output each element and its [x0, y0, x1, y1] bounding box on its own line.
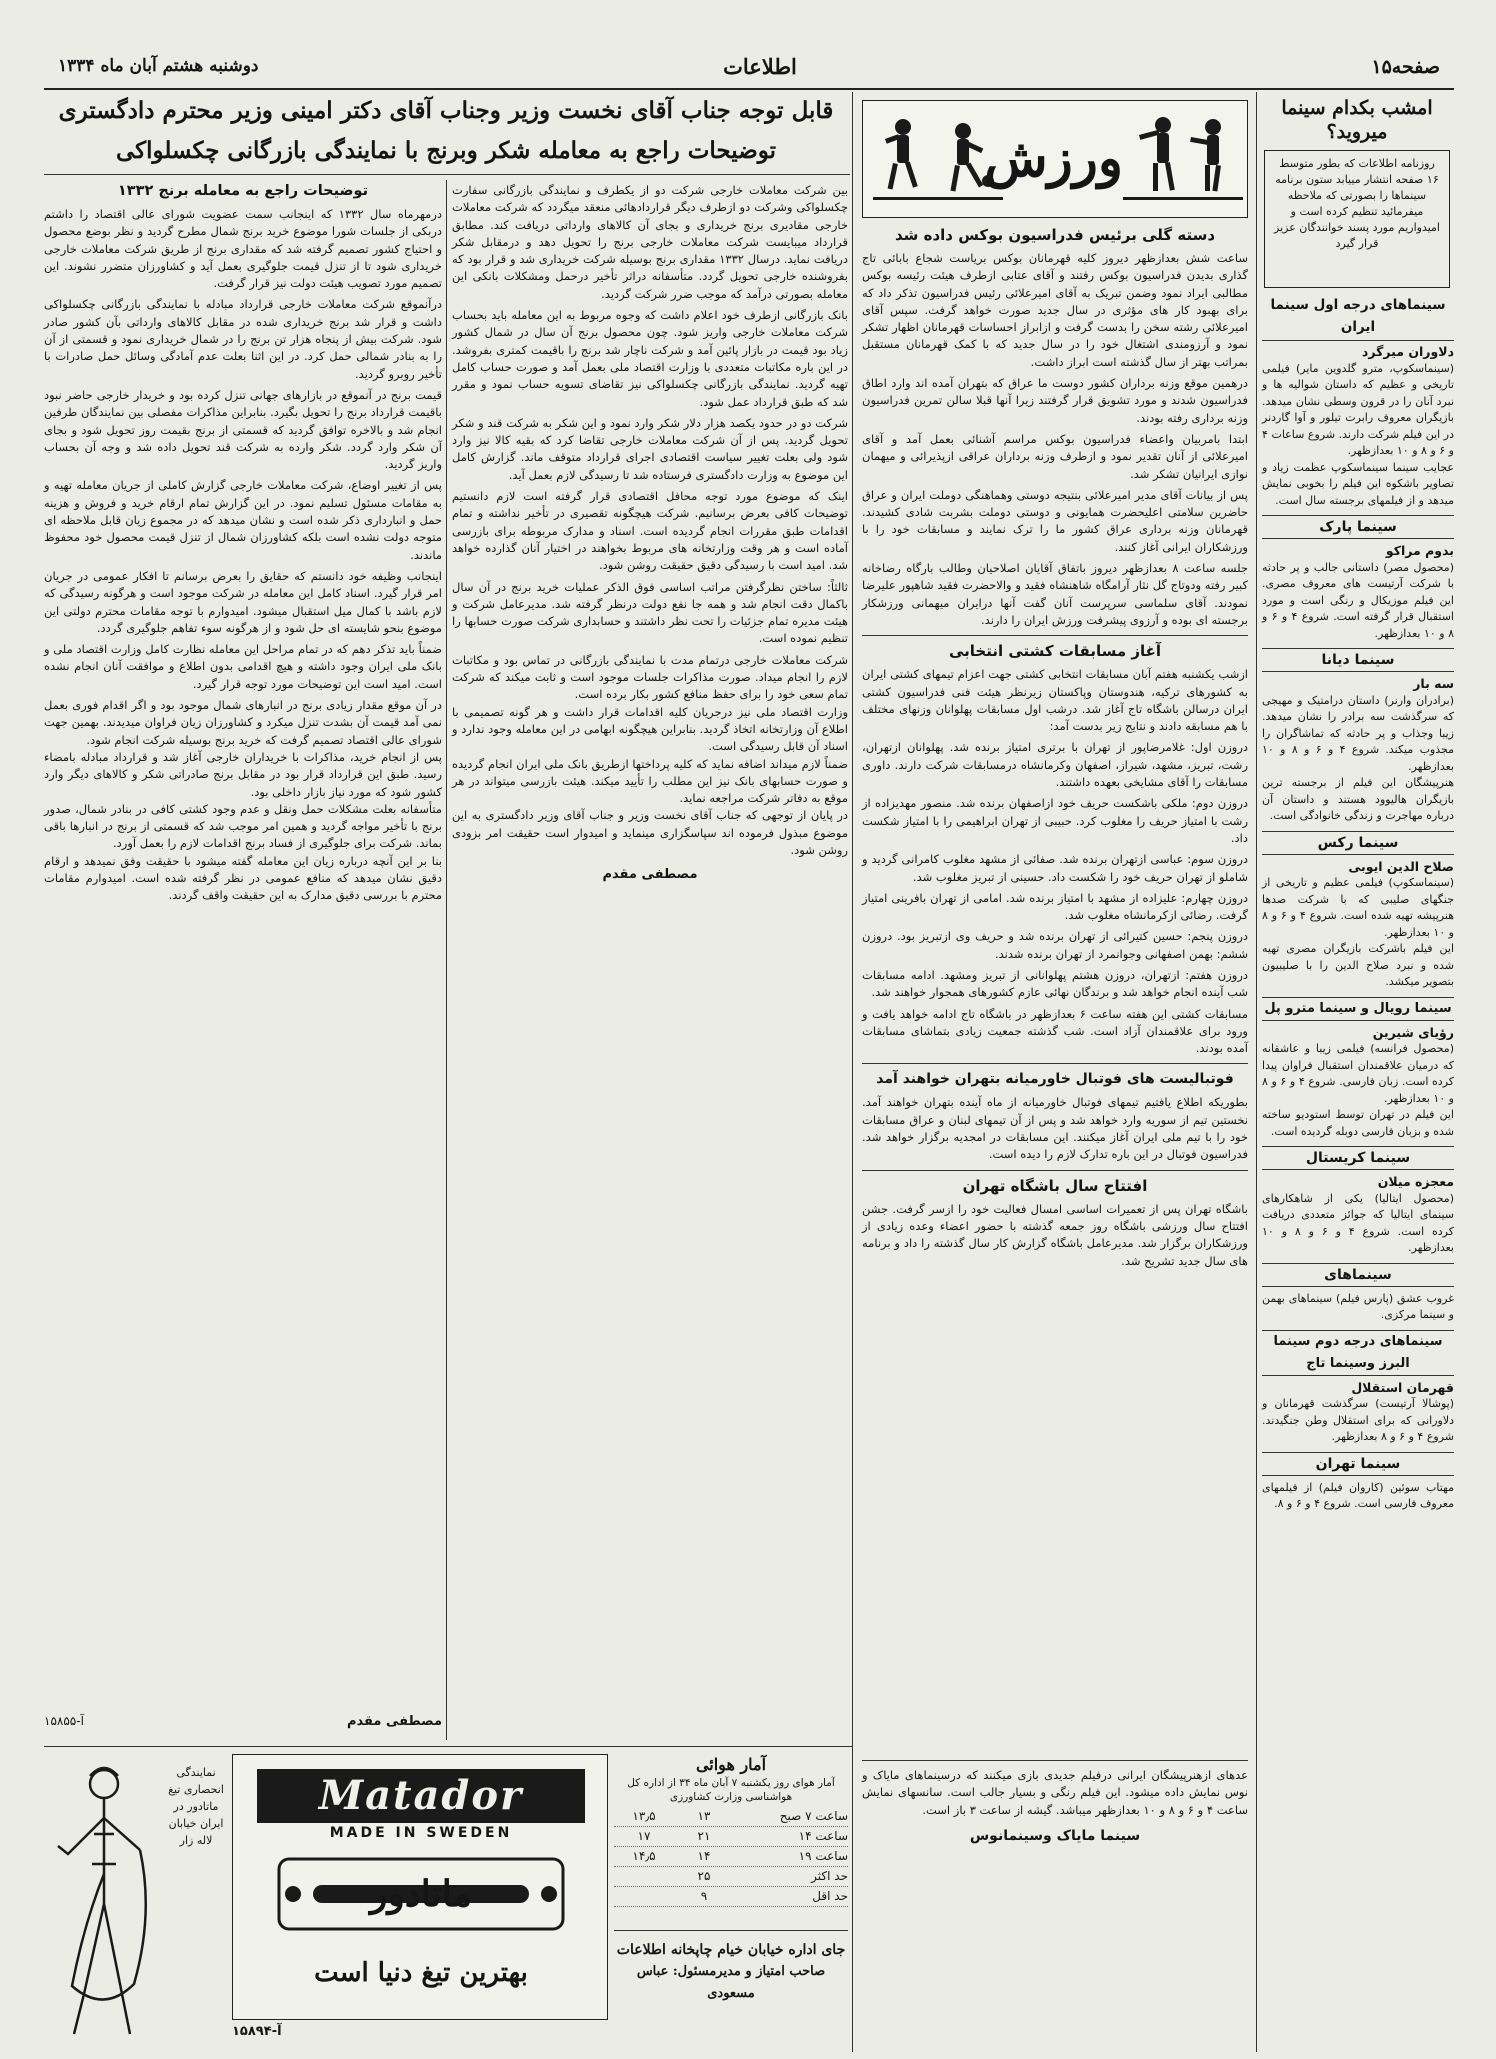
ad-code: آ-۱۵۸۵۵ — [44, 1714, 84, 1728]
weather-label: ساعت ۱۴ — [798, 1829, 848, 1843]
article-text: پس از انجام خرید، مذاکرات با خریداران خارجی آغاز شد و قرارداد مبادله بامضاء رسید. طبق این قرارداد قرار بود در مقابل برنج صادراتی شکر و کالاهای دیگر وارد کشور شود که مورد نیاز بازار داخلی بود. — [44, 749, 442, 799]
article-headline: سینما مایاک وسینمانوس — [969, 1827, 1141, 1844]
weather-label: حد اقل — [812, 1889, 848, 1903]
article-headline: دسته گلی برئیس فدراسیون بوکس داده شد — [894, 226, 1216, 244]
weather-value: ۹ — [700, 1889, 708, 1903]
film-description: این فیلم در تهران توسط استودیو ساخته شده و بزبان فارسی دوبله گردیده است. — [1262, 1108, 1454, 1138]
article-text: در پایان از توجهی که جناب آقای نخست وزیر و جناب آقای وزیر دادگستری به این موضوع مبذول فرموده اند سپاسگزاری مینماید و امیدوار است حقیقت امر بزودی روشن شود. — [452, 808, 848, 857]
sports-banner — [862, 100, 1248, 218]
weather-value: ۱۴ — [697, 1849, 711, 1863]
article-text: دروزن سوم: عباسی ازتهران برنده شد. صفائی از مشهد مغلوب کامرانی گردید و شاملو از تهران حریف خود را شکست داد. حسینی از تبریز مغلوب شد. — [862, 852, 1248, 884]
film-description: (محصول فرانسه) فیلمی زیبا و عاشقانه که درمیان علاقمندان استقبال فراوان پیدا کرده است. زبان فارسی. شروع ۴ و ۶ و ۸ و ۱۰ بعدازظهر. — [1262, 1042, 1455, 1105]
weather-row — [614, 1847, 848, 1867]
weather-subtitle: آمار هوای روز یکشنبه ۷ آبان ماه ۳۴ از اداره کل هواشناسی وزارت کشاورزی — [627, 1777, 835, 1803]
side-ad-text: نمایندگی انحصاری تیغ ماتادور در ایران خیابان لاله زار — [168, 1766, 224, 1847]
article-text: جلسه ساعت ۸ بعدازظهر دیروز باتفاق آقایان اصلاحیان وطالب بارگاه رضاخانه کبیر رفته ودوتاج گل نثار آرامگاه شاهنشاه فقید و والاحضرت فقید شاهپور علیرضا نمودند. آقای سلماسی سرپرست آنان گفت آنها درایران میهمانی ورزشکار برجسته ای بوده و آرزوی پیشرفت ورزش ایران را دارند. — [862, 561, 1248, 627]
article-text: متأسفانه بعلت مشکلات حمل ونقل و عدم وجود کشتی کافی در بنادر شمال، صدور برنج با تأخیر مواجه گردید و همین امر موجب شد که قسمتی از برنج در انبارها باقی بماند. شرکت برای جلوگیری از فساد برنج اقدامات لازم را بعمل آورد. — [44, 801, 442, 851]
article-text: بنا بر این آنچه درباره زیان این معامله گفته میشود با حقیقت وفق نمیدهد و ارقام دقیق نشان میدهد که منافع عمومی در نظر گرفته شده است. امیدوارم مقامات محترم با بررسی دقیق مدارک به این حقیقت واقف گردند. — [44, 853, 442, 903]
article-text: پس از بیانات آقای مدیر امیرعلائی بنتیجه دوستی وهماهنگی دوملت ایران و عراق حاضرین سلامتی اعلیحضرت همایونی و دوستی دوملت بشربت شادی کشیدند. قهرمانان وزنه برداری عراق کشور ما را ترک نمایند و مسابقات خود را با ورزشکاران ایرانی آغاز کنند. — [862, 487, 1248, 554]
cinema-section-heading: سینما پارک — [1262, 515, 1454, 539]
signature: مصطفی مقدم — [347, 1714, 442, 1729]
cinema-section-heading: سینما رویال و سینما مترو پل — [1262, 997, 1454, 1021]
article-text: درمهرماه سال ۱۳۳۲ که اینجانب سمت عضویت شورای عالی اقتصاد را داشتم دربکی از جلسات شورا موضوع خرید برنج شمال مطرح گردید و نظر بوضع محصول و احتیاج کشور تصمیم گرفته شد که مقداری برنج از طریق شرکت معاملات خارجی خریداری شود تا از تنزل قیمت جلوگیری بعمل آید و کشاورزان متضرر نشوند. این تصمیم مورد تصویب هیئت دولت نیز قرار گرفت. — [44, 207, 442, 291]
film-description: (سینماسکوپ، مترو گلدوین مایر) فیلمی تاریخی و عظیم که داستان شوالیه ها و نبرد آنان را در قرون وسطی نشان میدهد. بازیگران معروف رابرت تیلور و آوا گاردنر در این فیلم شرکت دارند. شروع ساعات ۴ و ۶ و ۸ و ۱۰ بعدازظهر. — [1262, 361, 1454, 457]
article-text: مسابقات کشتی این هفته ساعت ۶ بعدازظهر در باشگاه تاج ادامه خواهد یافت و ورود برای علاقمندان آزاد است. شب گذشته جمعیت زیادی بتماشای مسابقات آمده بودند. — [862, 1006, 1248, 1056]
film-description: (پوشالا آرتیست) سرگذشت قهرمانان و دلاورانی که برای استقلال وطن جنگیدند. شروع ۴ و ۶ و ۸ بعدازظهر. — [1262, 1397, 1454, 1443]
weather-box — [614, 1754, 848, 1930]
article-text: وزارت اقتصاد ملی نیز درجریان کلیه اقدامات قرار داشت و هر گونه تصمیمی با اطلاع آن وزارتخانه اتخاذ گردید. بنابراین هیچگونه ابهامی در این معامله وجود ندارد و اسناد آن قابل رسیدگی است. — [452, 704, 848, 754]
weather-row — [614, 1807, 848, 1827]
matador-figure-ad — [44, 1754, 226, 2048]
article-text: بطوریکه اطلاع یافتیم تیمهای فوتبال خاورمیانه از ماه آینده بتهران خواهند آمد. نخستین تیم از سوریه وارد خواهد شد و پس از آن تیمهای لبنان و عراق مسابقات خود را با تیم ملی ایران آغاز میکنند. این مسابقات در امجدیه برگزار خواهد شد. فدراسیون فوتبال در این باره تدارک لازم را دیده است. — [862, 1095, 1248, 1162]
article-text: شرکت معاملات خارجی درتمام مدت با نمایندگی بازرگانی در تماس بود و مکاتبات لازم را انجام میداد. صورت مذاکرات جلسات موجود است و ثابت میکند که شرکت تمام سعی خود را برای حفظ منافع کشور بکار برده است. — [452, 652, 848, 702]
article-headline: افتتاح سال باشگاه تهران — [962, 1176, 1148, 1195]
matador-logo: Matador — [257, 1769, 585, 1823]
weather-label: حد اکثر — [811, 1869, 848, 1883]
weather-title: آمار هوائی — [695, 1755, 767, 1774]
article-text: اینک که موضوع مورد توجه محافل اقتصادی قرار گرفته است لازم دانستیم توضیحات کافی بعرض برسانیم. شرکت هیچگونه تقصیری در تأخیر نداشته و تمام اقدامات طبق مقررات انجام گردیده است. اسناد و مدارک مربوطه برای بازرسی آماده است و هر وقت وزارتخانه های مربوط بخواهند در اختیار آنان گذارده خواهد شد. امید است با رسیدگی دقیق حقیقت روشن شود. — [452, 489, 848, 573]
paper-name: اطلاعات — [723, 54, 797, 79]
signature: مصطفی مقدم — [602, 867, 698, 883]
film-title: قهرمان استقلال — [1351, 1379, 1454, 1395]
page-number: صفحه۱۵ — [1371, 56, 1440, 78]
article-subheadline: توضیحات راجع به معامله برنج ۱۳۳۲ — [117, 183, 369, 199]
film-title: بدوم مراکو — [1385, 543, 1454, 558]
sidebar-info-box: روزنامه اطلاعات که بطور متوسط ۱۶ صفحه انتشار مییابد ستون برنامه سینماها را بصورتی که ملاحظه میفرمائید تنظیم کرده است و امیدواریم مورد پسند خوانندگان عزیز قرار گیرد — [1264, 150, 1450, 288]
article-text: باشگاه تهران پس از تعمیرات اساسی امسال فعالیت خود را ازسر گرفت. جشن افتتاح سال ورزشی باشگاه روز جمعه گذشته با حضور اعضاء وعده زیادی از ورزشکاران برگزار شد. مدیرعامل باشگاه گزارش کار سال گذشته را داد و برنامه های سال جدید تشریح شد. — [862, 1201, 1248, 1268]
cinema-section-heading: سینماهای — [1262, 1263, 1454, 1287]
article-text: عدهای ازهنرپیشگان ایرانی درفیلم جدیدی بازی میکنند که درسینماهای مایاک و نوس نمایش داده میشود. این فیلم رنگی و بسیار جالب است. سانسهای نمایش ساعت ۴ و ۶ و ۸ و ۱۰ بعدازظهر میباشد. گیشه از ساعت ۳ باز است. — [862, 1768, 1248, 1817]
film-title: سه بار — [1413, 676, 1454, 691]
article-text: شرکت دو در حدود یکصد هزار دلار شکر وارد نمود و این شکر به شرکت قند و شکر تحویل گردید. پس از آن شرکت معاملات خارجی تقاضا کرد که بقیه کالا نیز وارد شود ولی بعلت تغییر سیاست اقتصادی اجرای قرارداد متوقف ماند. گزارش کامل این موضوع به وزارت دادگستری فرستاده شد تا رسیدگی لازم بعمل آید. — [452, 415, 848, 482]
film-description: این فیلم باشرکت بازیگران مصری تهیه شده و نبرد صلاح الدین را با صلیبیون بتصویر میکشد. — [1262, 942, 1454, 988]
main-headline: قابل توجه جناب آقای نخست وزیر وجناب آقای دکتر امینی وزیر محترم دادگستری — [58, 97, 834, 124]
film-title: رؤیای شیرین — [1372, 1024, 1454, 1040]
sports-logo: ورزش — [984, 128, 1123, 189]
weather-row — [614, 1887, 848, 1907]
article-text: دروزن اول: غلامرضاپور از تهران با برتری امتیاز برنده شد. پهلوانان ازتهران، رشت، تبریز، مشهد، شیراز، اصفهان وکرمانشاه درمسابقات شرکت دارند. داوری مسابقات را آقای مشایخی بعهده داشتند. — [862, 740, 1248, 790]
main-headline-2: توضیحات راجع به معامله شکر وبرنج با نمایندگی بازرگانی چکسلواکی — [115, 137, 777, 164]
article-text: بانک بازرگانی ازطرف خود اعلام داشت که وجوه مربوط به این معامله باید بحساب شرکت معاملات خارجی واریز شود. چون محصول برنج آن سال در شمال کشور زیاد بود قیمت در بازار پائین آمد و شرکت ناچار شد برنج را باقیمت کمتری بفروشد. در این باره مکاتبات متعددی با وزارت اقتصاد ملی بعمل آمد و صورت حساب کامل تهیه گردید. نمایندگی بازرگانی چکسلواکی نیز تقاضای تسویه حساب نمود و مقرر شد که طبق قرارداد عمل شود. — [452, 308, 848, 409]
matador-origin: MADE IN SWEDEN — [329, 1825, 513, 1841]
article-text: دروزن چهارم: علیزاده از مشهد با امتیاز برنده شد. امامی از تهران بافرینی امتیاز گرفت. رضائی ازکرمانشاه مغلوب شد. — [862, 890, 1248, 923]
divider — [862, 1170, 1248, 1171]
sidebar-listings — [1262, 294, 1454, 2050]
divider — [862, 635, 1248, 636]
film-description: هنرپیشگان این فیلم از برجسته ترین بازیگران هالیوود هستند و داستان آن درباره مهاجرت و زندگی خانوادگی است. — [1262, 776, 1454, 822]
film-description: عجایب سینما سینماسکوپ عظمت زیاد و تصاویر باشکوه این فیلم را بخوبی نمایش میدهد و از فیلمهای برجسته سال است. — [1262, 460, 1454, 507]
cinema-section-heading: سینما کریستال — [1262, 1146, 1454, 1170]
article-text: بین شرکت معاملات خارجی شرکت دو از یکطرف و نمایندگی بازرگانی سفارت چکسلواکی وشرکت دو ازطرف دیگر قراردادهائی منعقد میگردد که شرکت معاملات خارجی مقادیری برنج خریداری و بجای آن کالاهای وارداتی دریافت کند. مطابق قرارداد میبایست شرکت معاملات خارجی برنج را تحویل دهد و درمقابل شکر دریافت نماید. درسال ۱۳۳۲ مقداری برنج بوسیله شرکت خریداری شد و قرار بود که بفروشنده خارجی تحویل گردد. متأسفانه دراثر تأخیر درحمل ومشکلات بانکی این معامله بصورتی درآمد که موجب ضرر شرکت گردید. — [452, 183, 848, 301]
article-text: ابتدا بامربیان واعضاء فدراسیون بوکس مراسم آشنائی بعمل آمد و آقای امیرعلائی از آنان تقدیر نمود و ازطرف وزنه برداران عراقی ازپذیرائی و میهمان نوازی ایرانیان تشکر شد. — [862, 431, 1248, 481]
cinema-section-heading: سینما رکس — [1262, 831, 1454, 855]
article-headline: فوتبالیست های فوتبال خاورمیانه بتهران خواهند آمد — [876, 1071, 1234, 1088]
cinema-section-heading: سینماهای درجه اول سینما ایران — [1262, 294, 1454, 341]
article-text: در آن موقع مقدار زیادی برنج در انبارهای شمال موجود بود و اگر اقدام فوری بعمل نمی آمد قیمت آن بشدت تنزل میکرد و کشاورزان زیان فراوان میدیدند. بهمین جهت شورای عالی اقتصاد تصمیم گرفت که خرید برنج بوسیله شرکت انجام شود. — [44, 698, 442, 747]
weather-value: ۲۱ — [697, 1829, 711, 1843]
film-title: دلاوران میرگرد — [1361, 344, 1454, 359]
article-text: درآنموقع شرکت معاملات خارجی قرارداد مبادله با نمایندگی بازرگانی چکسلواکی داشت و قرار شد برنج خریداری شده در مقابل کالاهای وارداتی بآن کشور صادر شود. شرکت بیش از پنجاه هزار تن برنج را در شمال خریداری نمود و قسمتی از آن را به بنادر شمالی حمل کرد. در این اثنا بعلت عدم آمادگی وسائل حمل صادرات با تأخیر روبرو گردید. — [44, 297, 442, 381]
weather-table — [614, 1807, 848, 1907]
cinema-section-heading: سینما تهران — [1262, 1452, 1454, 1476]
film-title: صلاح الدین ایوبی — [1348, 858, 1454, 874]
weather-value: ۱۳ — [697, 1809, 711, 1823]
weather-value: ۲۵ — [697, 1869, 711, 1883]
matador-slogan: بهترین تیغ دنیا است — [314, 1958, 528, 1988]
film-description: غروب عشق (پارس فیلم) سینماهای بهمن و سینما مرکزی. — [1262, 1291, 1454, 1321]
weather-label: ساعت ۷ صبح — [779, 1809, 848, 1823]
ad-code: آ-۱۵۸۹۴ — [232, 2024, 282, 2039]
weather-row — [614, 1827, 848, 1847]
article-text: دروزن پنجم: حسین کتیرائی از تهران برنده شد و حریف وی ازتبریز بود. دروزن ششم: بهمن اصفهانی وجوانمرد از تهران برنده شدند. — [862, 929, 1248, 961]
article-text: قیمت برنج در آنموقع در بازارهای جهانی تنزل کرده بود و خریدار خارجی حاضر نبود باقیمت قرارداد برنج را تحویل بگیرد. بنابراین مذاکرات مفصلی بین نمایندگان طرفین انجام شد و بالاخره توافق گردید که قسمتی از برنج بقیمت روز تحویل شود و بجای آن شکر وارد گردد. شکر وارده به شرکت قند تحویل داده شد و وجه آن بحساب واریز گردید. — [44, 387, 442, 472]
film-description: (برادران وارنر) داستان درامتیک و مهیجی که سرگذشت سه برادر را نشان میدهد. زیبا وجذاب و پر حادثه که تماشاگران را مجذوب میکند. شروع ۴ و ۶ و ۸ و ۱۰ بعدازظهر. — [1262, 693, 1455, 773]
article-text: ازشب یکشنبه هفتم آبان مسابقات انتخابی کشتی جهت اعزام تیمهای کشتی ایران به کشورهای ترکیه، هندوستان وپاکستان زیرنظر هیئت فنی فدراسیون کشتی ایران درسالن باشگاه تاج آغاز شد. درشب اول مسابقات پهلوانان وزنهای مختلف با هم مسابقه دادند و نتایج زیر بدست آمد: — [862, 667, 1248, 734]
publisher: صاحب امتیاز و مدیرمسئول: عباس مسعودی — [636, 1964, 826, 2001]
cinema-section-heading: سینما دیانا — [1262, 648, 1454, 672]
article-text: ضمناً باید تذکر دهم که در تمام مراحل این معامله نظارت کامل وزارت اقتصاد ملی و بانک ملی ایران وجود داشته و هیچ اقدامی بدون اطلاع و موافقت آنان انجام نشده است. امید است این توضیحات مورد توجه قرار گیرد. — [44, 642, 442, 691]
film-description: (محصول مصر) داستانی جالب و پر حادثه با شرکت آرتیست های معروف مصری. این فیلم موزیکال و رنگی است و مورد استقبال قرار گرفته است. شروع ۴ و ۶ و ۸ و ۱۰ بعدازظهر. — [1262, 560, 1454, 640]
section-rule — [44, 1746, 852, 1747]
article-text: دروزن هفتم: ازتهران، دروزن هشتم پهلوانانی از تبریز ومشهد. ادامه مسابقات شب آینده انجام خواهد شد و برندگان نهائی عازم کشورهای همجوار خواهند شد. — [862, 967, 1248, 1000]
weather-value: ۱۷ — [637, 1829, 651, 1843]
article-column-right — [452, 182, 848, 1742]
weather-value: ۱۴٫۵ — [632, 1849, 656, 1863]
print-info — [614, 1930, 848, 2048]
article-text: ضمناً لازم میداند اضافه نماید که کلیه پرداختها ازطریق بانک ملی ایران انجام گردیده و صورت حسابهای بانک نیز این مطلب را تأیید میکند. هیئت بازرسی میتواند در هر موقع به دفاتر شرکت مراجعه نماید. — [452, 756, 848, 806]
film-description: مهتاب سوئین (کاروان فیلم) از فیلمهای معروف فارسی است. شروع ۴ و ۶ و ۸. — [1262, 1480, 1454, 1510]
divider — [862, 1063, 1248, 1064]
film-description: (محصول ایتالیا) یکی از شاهکارهای سینمای ایتالیا که جوائز متعددی دریافت کرده است. شروع ۴ و ۶ و ۸ و ۱۰ بعدازظهر. — [1262, 1191, 1454, 1254]
weather-row — [614, 1867, 848, 1887]
print-address: جای اداره خیابان خیام چاپخانه اطلاعات — [616, 1942, 846, 1958]
article-text: ساعت شش بعدازظهر دیروز کلیه قهرمانان بوکس بریاست شجاع بابائی تاج گذاری بدیدن فدراسیون بوکس رفتند و آقای عتابی ازطرف هیئت رئیسه بوکس مطالبی ایراد نمود وضمن تبریک به آقای امیرعلائی رئیس فدراسیون تذکر داد که برای بهبود کار های مؤثری در سال جدید صورت خواهد گرفت. سپس آقای امیرعلائی رشته سخن را بدست گرفت و ازابراز احساسات قهرمانان اظهار تشکر نمود و آرزومندی اشتغال خود را در سال جدید که با کمک قهرمانان مستقبل بمراتب بهتر از سال گذشته است ابراز داشت. — [862, 251, 1248, 369]
article-text: دروزن دوم: ملکی باشکست حریف خود ازاصفهان برنده شد. منصور مهدیزاده از رشت با امتیاز حریف را مغلوب کرد. حبیبی از تهران ابراهیمی را با امتیاز شکست داد. — [862, 796, 1248, 845]
column-rule — [1256, 92, 1257, 2052]
headline-rule — [44, 174, 850, 175]
article-headline: آغاز مسابقات کشتی انتخابی — [948, 642, 1162, 661]
article-text: اینجانب وظیفه خود دانستم که حقایق را بعرض برسانم تا افکار عمومی در جریان امر قرار گیرد. اسناد کامل این معامله در شرکت موجود است و هرگونه رسیدگی که لازم باشد با کمال میل استقبال میشود. امیدوارم با توجه مقامات محترم دولتی این موضوع بنحو شایسته ای حل شود و از هرگونه سوء تفاهم جلوگیری گردد. — [44, 568, 442, 635]
bullfighter-icon — [44, 1754, 164, 2048]
cinema-notice — [862, 1760, 1248, 2050]
column-rule — [852, 92, 853, 2052]
sports-column — [862, 224, 1248, 1744]
column-rule — [446, 180, 447, 1740]
article-column-left — [44, 180, 442, 1740]
film-title: معجزه میلان — [1377, 1174, 1454, 1189]
sidebar-question: امشب بکدام سینما میروید؟ — [1281, 97, 1433, 143]
film-description: (سینماسکوپ) فیلمی عظیم و تاریخی از جنگهای صلیبی که با شرکت صدها هنرپیشه تهیه شده است. شروع ۴ و ۶ و ۸ و ۱۰ بعدازظهر. — [1262, 876, 1454, 939]
header-rule — [44, 88, 1454, 90]
issue-date: دوشنبه هشتم آبان ماه ۱۳۳۴ — [58, 56, 259, 76]
article-text: ثالثاً: ساختن نظرگرفتن مراتب اساسی فوق الذکر عملیات خرید برنج در آن سال باکمال دقت انجام شد و همه جا نفع دولت درنظر گرفته شد. مدیرعامل شرکت و هیئت مدیره تمام جزئیات را تحت نظر داشتند و حسابداری شرکت صورت حسابها را تنظیم نموده است. — [452, 579, 848, 646]
article-text: درهمین موقع وزنه برداران کشور دوست ما عراق که بتهران آمده اند وارد اطاق فدراسیون شدند و مورد تشویق قرار گرفتند زیرا آنها قبلا سالن تمرین فدراسیون وزنه برداری رفته بودند. — [862, 376, 1248, 425]
weather-label: ساعت ۱۹ — [798, 1849, 848, 1863]
weather-value — [614, 1887, 674, 1906]
cinema-section-heading: سینماهای درجه دوم سینما البرز وسینما تاج — [1262, 1330, 1454, 1376]
article-text: پس از تغییر اوضاع، شرکت معاملات خارجی گزارش کاملی از جریان معامله تهیه و به مقامات مسئول تسلیم نمود. در این گزارش تمام ارقام خرید و فروش و هزینه حمل و انبارداری ذکر شده است و نشان میدهد که در مجموع زیان قابل ملاحظه ای متوجه دولت نشده است بلکه کشاورزان شمال از تنزل قیمت محصول خود محفوظ ماندند. — [44, 478, 442, 562]
matador-persian-logo: ماتادور — [369, 1873, 473, 1915]
weather-value: ۱۳٫۵ — [632, 1809, 656, 1823]
matador-ad — [232, 1754, 608, 2020]
weather-value — [614, 1867, 674, 1886]
